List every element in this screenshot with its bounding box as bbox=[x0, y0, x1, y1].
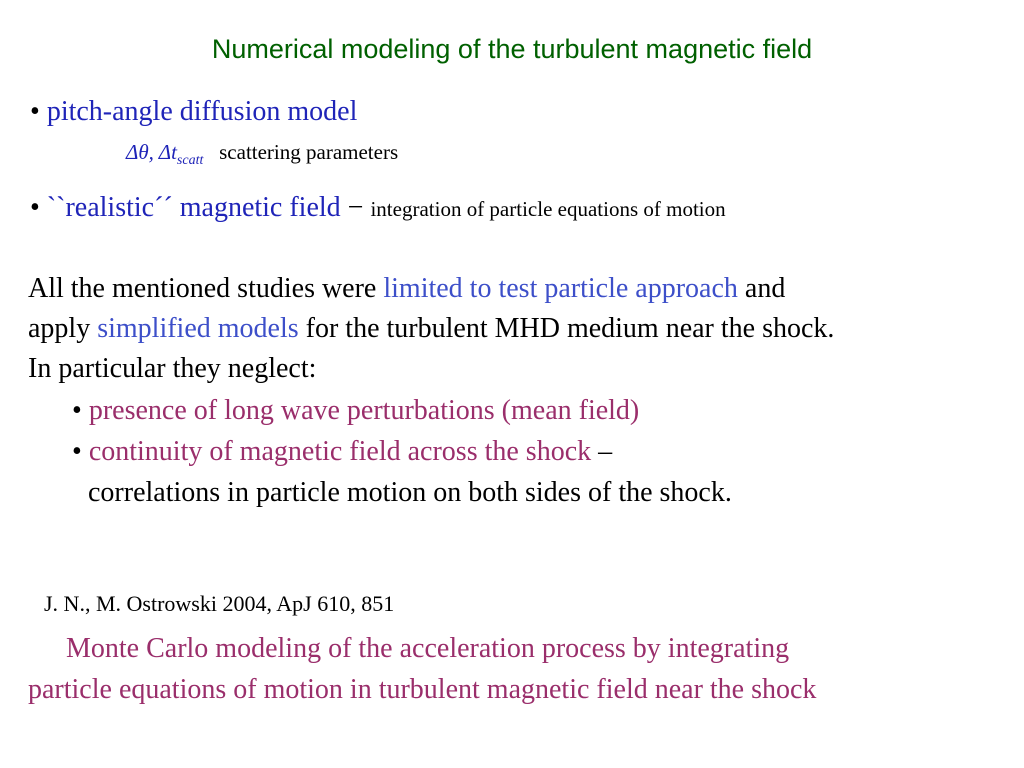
neglect-item-continuity bbox=[72, 436, 612, 468]
summary-line-2: particle equations of motion in turbulent magnetic field near the shock bbox=[28, 674, 817, 705]
paragraph-highlight: limited to test particle approach bbox=[383, 273, 738, 304]
neglect-item-dash: – bbox=[598, 436, 613, 467]
bullet-marker: • bbox=[72, 436, 82, 467]
bullet-marker: • bbox=[72, 395, 82, 426]
paragraph-text: for the turbulent MHD medium near the shock. bbox=[305, 313, 835, 344]
bullet-marker: • bbox=[30, 96, 40, 127]
paragraph-highlight: simplified models bbox=[97, 313, 299, 344]
slide-title: Numerical modeling of the turbulent magnetic field bbox=[211, 34, 813, 64]
neglect-item-continuation: correlations in particle motion on both sides of the shock. bbox=[88, 477, 732, 508]
scattering-description: scattering parameters bbox=[219, 140, 399, 164]
paragraph-line-3: In particular they neglect: bbox=[28, 353, 317, 384]
bullet-realistic-field bbox=[30, 192, 726, 224]
paragraph-text: and bbox=[744, 273, 786, 304]
paragraph-line-1 bbox=[28, 273, 785, 305]
bullet-text: pitch-angle diffusion model bbox=[46, 96, 358, 127]
paragraph-text: apply bbox=[28, 313, 91, 344]
neglect-item-text: presence of long wave perturbations (mean field) bbox=[88, 395, 640, 426]
paragraph-line-2 bbox=[28, 313, 834, 345]
reference-citation: J. N., M. Ostrowski 2004, ApJ 610, 851 bbox=[44, 591, 395, 616]
neglect-item-mean-field bbox=[72, 395, 639, 427]
scattering-subscript: scatt bbox=[176, 153, 204, 169]
scattering-parameters-line bbox=[126, 140, 398, 169]
bullet-text: ``realistic´´ magnetic field bbox=[46, 192, 341, 223]
paragraph-text: All the mentioned studies were bbox=[28, 273, 377, 304]
bullet-dash: − bbox=[347, 192, 364, 223]
scattering-symbols: Δθ, Δt bbox=[126, 140, 177, 164]
summary-line-1: Monte Carlo modeling of the acceleration process by integrating bbox=[66, 633, 790, 664]
bullet-description: integration of particle equations of motion bbox=[370, 197, 726, 221]
bullet-pitch-angle bbox=[30, 96, 357, 128]
bullet-marker: • bbox=[30, 192, 40, 223]
neglect-item-text: continuity of magnetic field across the shock bbox=[88, 436, 592, 467]
